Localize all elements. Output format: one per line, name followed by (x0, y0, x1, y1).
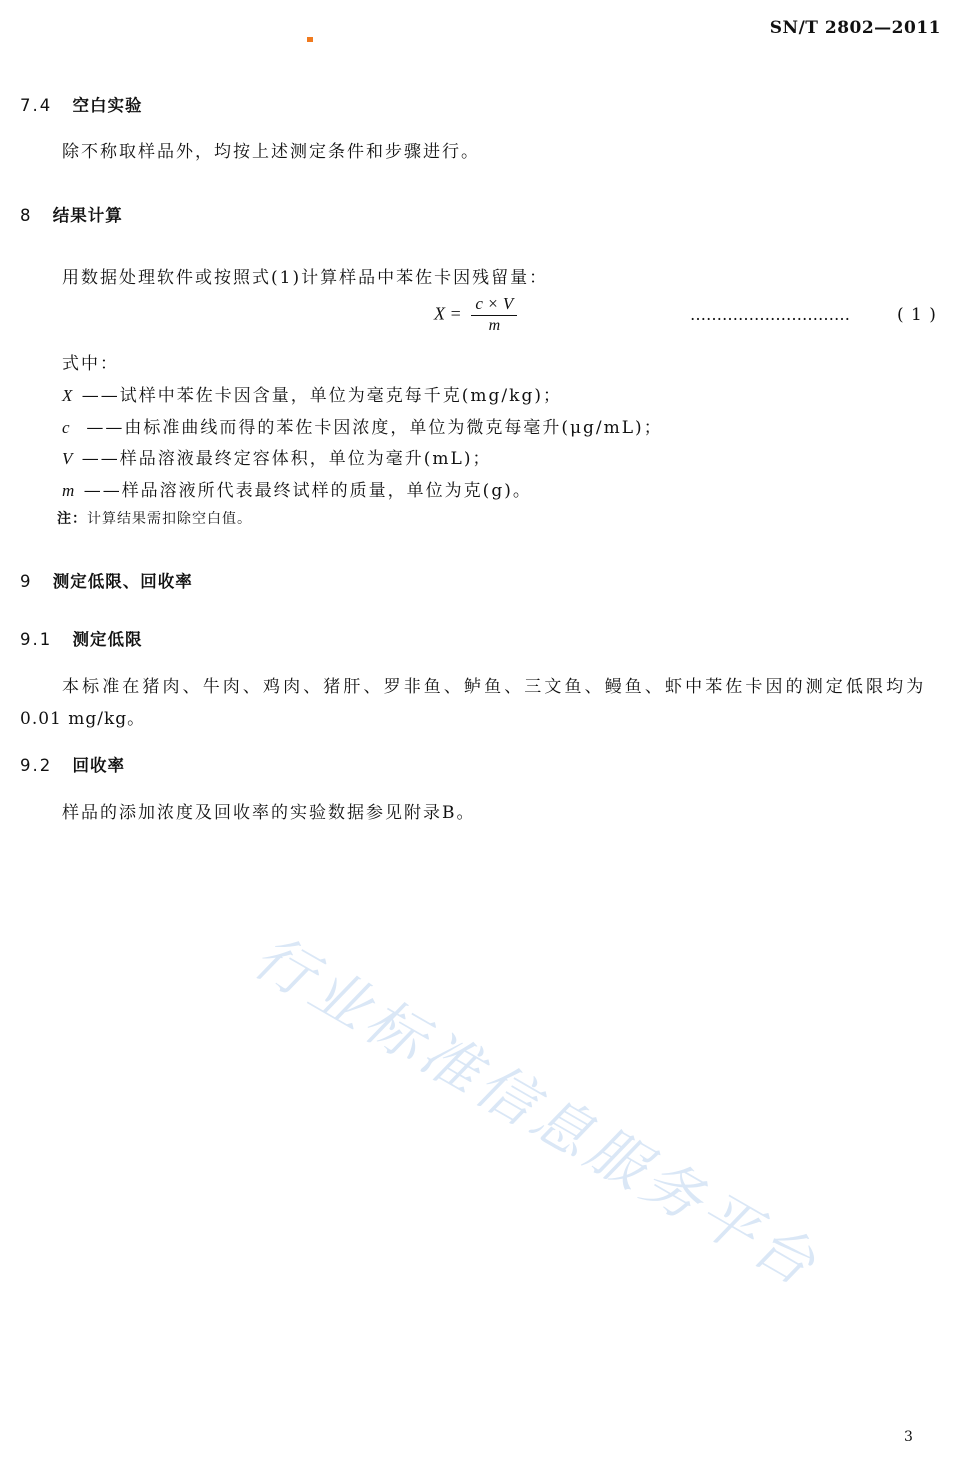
page-number: 3 (904, 1429, 913, 1445)
section-9-1-text-line1: 本标准在猪肉、牛肉、鸡肉、猪肝、罗非鱼、鲈鱼、三文鱼、鳗鱼、虾中苯佐卡因的测定低限均为 (62, 677, 927, 697)
section-9-1-text-line2: 0.01 mg/kg。 (20, 709, 146, 729)
section-title: 测定低限 (72, 630, 143, 649)
where-label: 式中： (62, 354, 119, 374)
note-text: 计算结果需扣除空白值。 (87, 511, 252, 527)
section-number: 9.1 (20, 630, 53, 649)
section-title: 结果计算 (52, 206, 123, 225)
formula-lhs: X = (434, 303, 462, 324)
definition-v (62, 444, 491, 469)
definition-text: ——试样中苯佐卡因含量，单位为毫克每千克(mg/kg)； (81, 386, 562, 406)
section-8-heading (20, 202, 123, 226)
definition-text: ——样品溶液最终定容体积，单位为毫升(mL)； (81, 449, 492, 469)
formula-numerator: c × V (471, 294, 517, 316)
definition-symbol: c (62, 418, 72, 437)
definition-symbol: V (62, 449, 75, 468)
section-number: 7.4 (20, 96, 53, 115)
formula-1 (434, 294, 517, 335)
definition-text: ——由标准曲线而得的苯佐卡因浓度，单位为微克每毫升(μg/mL)； (86, 418, 663, 438)
formula-label: ( 1 ) (897, 305, 937, 325)
section-8-intro: 用数据处理软件或按照式(1)计算样品中苯佐卡因残留量： (62, 268, 549, 288)
formula-fraction (471, 294, 517, 335)
section-9-1-heading (20, 626, 142, 650)
section-9-heading (20, 568, 193, 592)
watermark: 行业标准信息服务平台 (242, 921, 831, 1301)
definition-symbol: m (62, 481, 77, 500)
section-title: 测定低限、回收率 (52, 572, 193, 591)
definition-c (62, 413, 663, 438)
standard-code: SN/T 2802—2011 (769, 18, 941, 38)
note-label: 注： (57, 511, 87, 527)
section-9-2-text: 样品的添加浓度及回收率的实验数据参见附录B。 (62, 803, 476, 823)
section-title: 回收率 (72, 756, 125, 775)
note (57, 508, 252, 528)
definition-x (62, 381, 562, 406)
definition-text: ——样品溶液所代表最终试样的质量，单位为克(g)。 (83, 481, 532, 501)
section-7-4-heading (20, 92, 142, 116)
section-number: 9.2 (20, 756, 53, 775)
formula-denominator: m (488, 317, 501, 334)
section-title: 空白实验 (72, 96, 143, 115)
orange-marker (307, 37, 313, 42)
section-number: 9 (20, 572, 33, 591)
section-7-4-text: 除不称取样品外，均按上述测定条件和步骤进行。 (62, 142, 480, 162)
definition-m (62, 476, 532, 501)
formula-leader-dots: ………………………… (690, 305, 850, 324)
section-9-2-heading (20, 752, 125, 776)
section-number: 8 (20, 206, 33, 225)
definition-symbol: X (62, 386, 75, 405)
